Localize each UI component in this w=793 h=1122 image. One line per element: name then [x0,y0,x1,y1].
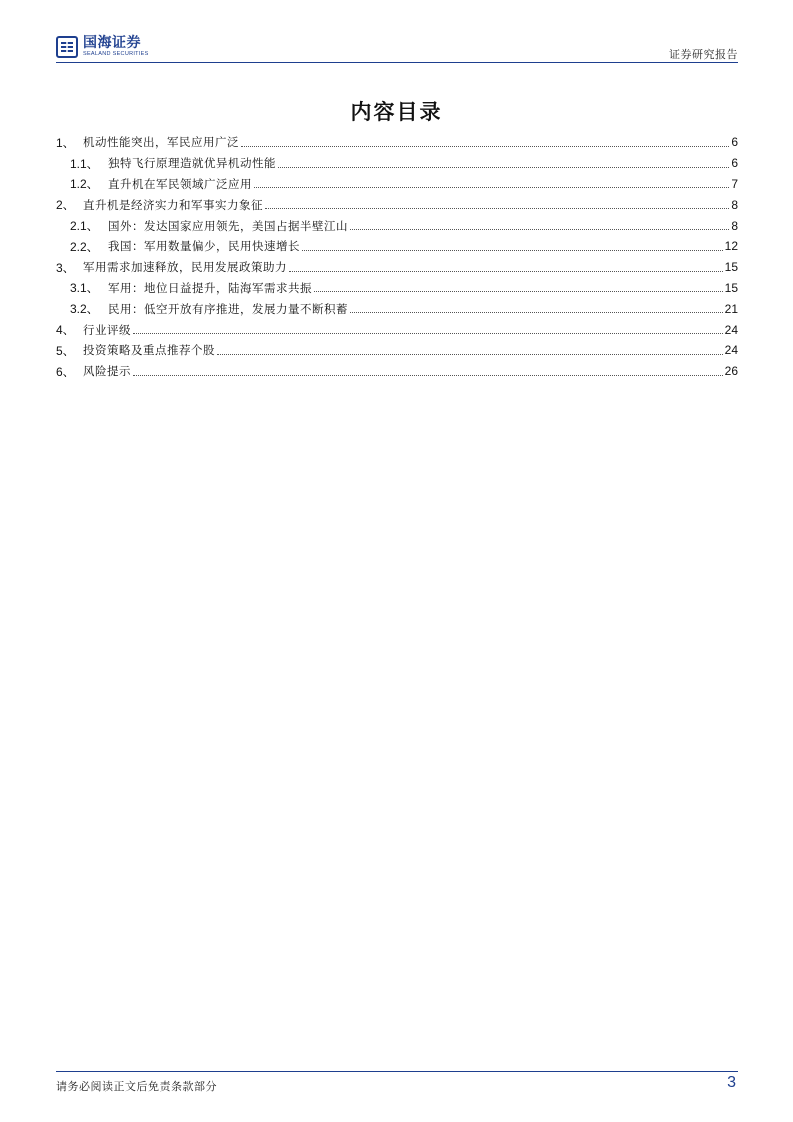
toc-entry-number: 3、 [56,260,75,275]
toc-entry-page: 24 [724,322,738,337]
footer-disclaimer: 请务必阅读正文后免责条款部分 [56,1080,217,1093]
toc-entry-page: 26 [724,364,738,379]
toc-entry-page: 6 [731,156,738,171]
toc-entry-number: 1.1、 [70,156,99,171]
toc-entry[interactable] [56,194,738,215]
toc-entry-title: 行业评级 [83,322,131,337]
toc-entry[interactable] [56,340,738,361]
toc-entry-title: 直升机在军民领域广泛应用 [108,176,252,191]
toc-entry-number: 1、 [56,135,75,150]
toc-entry[interactable] [56,174,738,195]
toc-entry-title: 军用：地位日益提升，陆海军需求共振 [108,280,312,295]
toc-entry-number: 2.2、 [70,239,99,254]
toc-dot-leader [133,374,723,376]
toc-entry-page: 24 [724,343,738,358]
toc-entry[interactable] [56,298,738,319]
toc-entry-page: 7 [731,176,738,191]
toc-entry-title: 风险提示 [83,364,131,379]
header-divider [56,62,738,63]
toc-entry-page: 15 [724,280,738,295]
toc-dot-leader [217,353,723,355]
toc-entry-title: 军用需求加速释放，民用发展政策助力 [83,260,287,275]
toc-entry[interactable] [56,319,738,340]
toc-entry-number: 6、 [56,364,75,379]
toc-entry-number: 2、 [56,198,75,213]
toc-entry-number: 3.2、 [70,302,99,317]
toc-entry-page: 21 [724,301,738,316]
toc-dot-leader [133,332,723,334]
page-header [56,34,738,64]
toc-dot-leader [289,270,723,272]
toc-entry[interactable] [56,236,738,257]
toc-entry-title: 直升机是经济实力和军事实力象征 [83,197,263,212]
toc-entry-number: 1.2、 [70,177,99,192]
toc-entry[interactable] [56,257,738,278]
toc-entry-number: 3.1、 [70,281,99,296]
toc-entry-page: 6 [731,135,738,150]
toc-entry-page: 8 [731,218,738,233]
toc-dot-leader [302,249,723,251]
toc-dot-leader [265,207,729,209]
company-logo [56,36,149,58]
toc-entry-number: 2.1、 [70,219,99,234]
toc-entry-title: 独特飞行原理造就优异机动性能 [108,156,276,171]
company-name-cn: 国海证券 [83,35,141,51]
toc-entry-number: 4、 [56,323,75,338]
toc-entry-title: 民用：低空开放有序推进，发展力量不断积蓄 [108,301,348,316]
toc-entry[interactable] [56,132,738,153]
toc-title: 内容目录 [350,99,443,124]
toc-entry-title: 投资策略及重点推荐个股 [83,343,215,358]
toc-dot-leader [314,290,723,292]
page-number: 3 [727,1074,736,1091]
toc-dot-leader [350,311,723,313]
toc-entry[interactable] [56,215,738,236]
toc-entry-page: 15 [724,260,738,275]
table-of-contents [56,132,738,382]
toc-entry-page: 12 [724,239,738,254]
report-type: 证券研究报告 [669,48,738,61]
toc-entry-title: 国外：发达国家应用领先，美国占据半壁江山 [108,218,348,233]
toc-entry[interactable] [56,278,738,299]
toc-dot-leader [254,186,729,188]
toc-entry[interactable] [56,153,738,174]
company-name-en: SEALAND SECURITIES [83,51,149,57]
footer-divider [56,1071,738,1072]
toc-entry-number: 5、 [56,343,75,358]
toc-entry-title: 机动性能突出，军民应用广泛 [83,135,239,150]
sealand-logo-icon [56,36,78,58]
toc-entry-page: 8 [731,197,738,212]
toc-entry-title: 我国：军用数量偏少，民用快速增长 [108,239,300,254]
toc-dot-leader [241,145,729,147]
toc-dot-leader [278,166,729,168]
toc-entry[interactable] [56,361,738,382]
toc-dot-leader [350,228,729,230]
